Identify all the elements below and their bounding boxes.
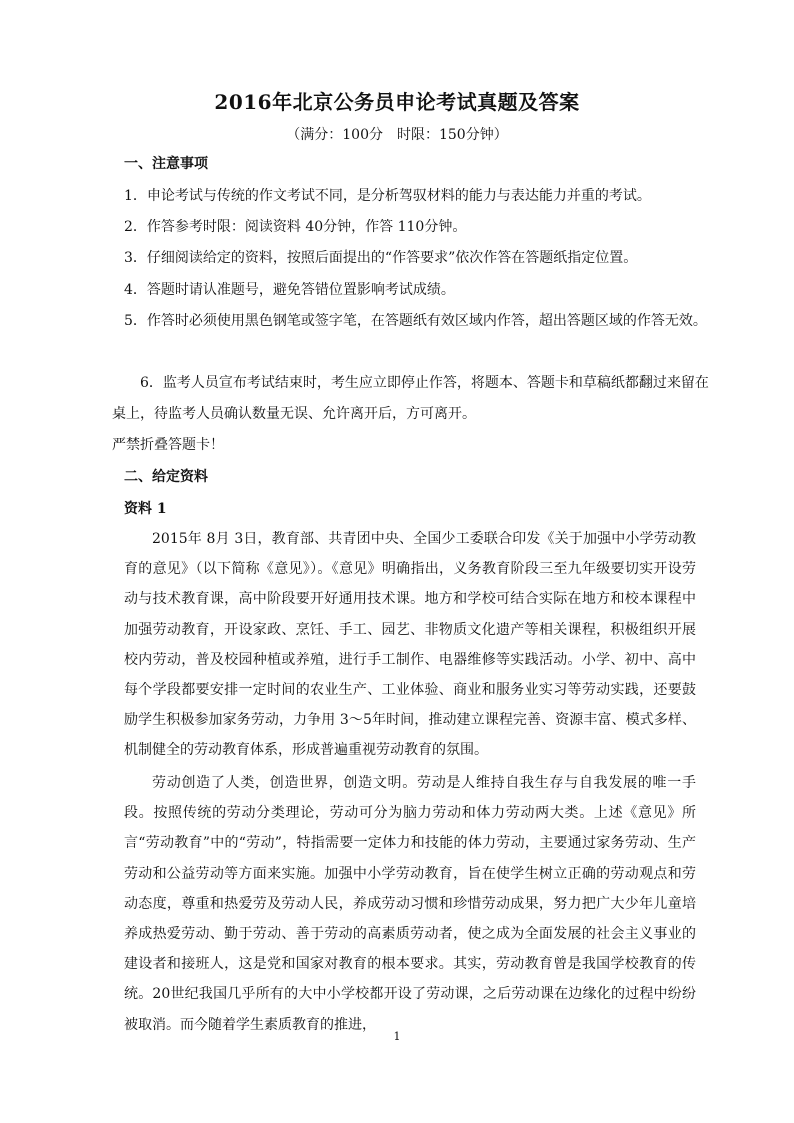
material-label: 资料 1 bbox=[124, 501, 167, 517]
section-heading-materials: 二、给定资料 bbox=[124, 469, 208, 485]
note-item-1: 1．申论考试与传统的作文考试不同，是分析驾驭材料的能力与表达能力并重的考试。 bbox=[124, 188, 651, 204]
note-item-6-line1: 6．监考人员宣布考试结束时，考生应立即停止作答，将题本、答题卡和草稿纸都翻过来留在 bbox=[140, 375, 709, 391]
material-paragraph-2: 劳动创造了人类，创造世界，创造文明。劳动是人维持自我生存与自我发展的唯一手段。按照传统的劳动分类理论，劳动可分为脑力劳动和体力劳动两大类。上述《意见》所言“劳动教育”中的“劳动”，特指需要一定体力和技能的体力劳动，主要通过家务劳动、生产劳动和公益劳动等方面来实施。加强中小学劳动教育，旨在使学生树立正确的劳动观点和劳动态度，尊重和热爱劳及劳动人民，养成劳动习惯和珍惜劳动成果，努力把广大少年儿童培养成热爱劳动、勤于劳动、善于劳动的高素质劳动者，使之成为全面发展的社会主义事业的建设者和接班人，这是党和国家对教育的根本要求。其实，劳动教育曾是我国学校教育的传统。20世纪我国几乎所有的大中小学校都开设了劳动课，之后劳动课在边缘化的过程中纷纷被取消。而今随着学生素质教育的推进， bbox=[124, 775, 696, 1033]
document-title: 2016年北京公务员申论考试真题及答案 bbox=[214, 90, 580, 114]
section-heading-notes: 一、注意事项 bbox=[124, 156, 208, 172]
material-paragraph-1: 2015年 8月 3日，教育部、共青团中央、全国少工委联合印发《关于加强中小学劳动教育的意见》（以下简称《意见》）。《意见》明确指出，义务教育阶段三至九年级要切实开设劳动与技术教育课，高中阶段要开好通用技术课。地方和学校可结合实际在地方和校本课程中加强劳动教育，开设家政、烹饪、手工、园艺、非物质文化遗产等相关课程，积极组织开展校内劳动，普及校园种植或养殖，进行手工制作、电器维修等实践活动。小学、初中、高中每个学段都要安排一定时间的农业生产、工业体验、商业和服务业实习等劳动实践，还要鼓励学生积极参加家务劳动，力争用 3～5年时间，推动建立课程完善、资源丰富、模式多样、机制健全的劳动教育体系，形成普遍重视劳动教育的氛围。 bbox=[124, 531, 696, 759]
document-subtitle: （满分：100分 时限：150分钟） bbox=[286, 127, 508, 143]
note-item-3: 3．仔细阅读给定的资料，按照后面提出的“作答要求”依次作答在答题纸指定位置。 bbox=[124, 250, 638, 266]
page-number: 1 bbox=[393, 1030, 401, 1043]
note-item-5: 5．作答时必须使用黑色钢笔或签字笔，在答题纸有效区域内作答，超出答题区域的作答无效。 bbox=[124, 313, 707, 329]
note-item-2: 2．作答参考时限：阅读资料 40分钟，作答 110分钟。 bbox=[124, 219, 467, 235]
note-item-4: 4．答题时请认准题号，避免答错位置影响考试成绩。 bbox=[124, 282, 455, 298]
note-item-6-line2: 桌上，待监考人员确认数量无误、允许离开后，方可离开。 bbox=[112, 406, 476, 422]
warning-text: 严禁折叠答题卡！ bbox=[112, 437, 224, 453]
